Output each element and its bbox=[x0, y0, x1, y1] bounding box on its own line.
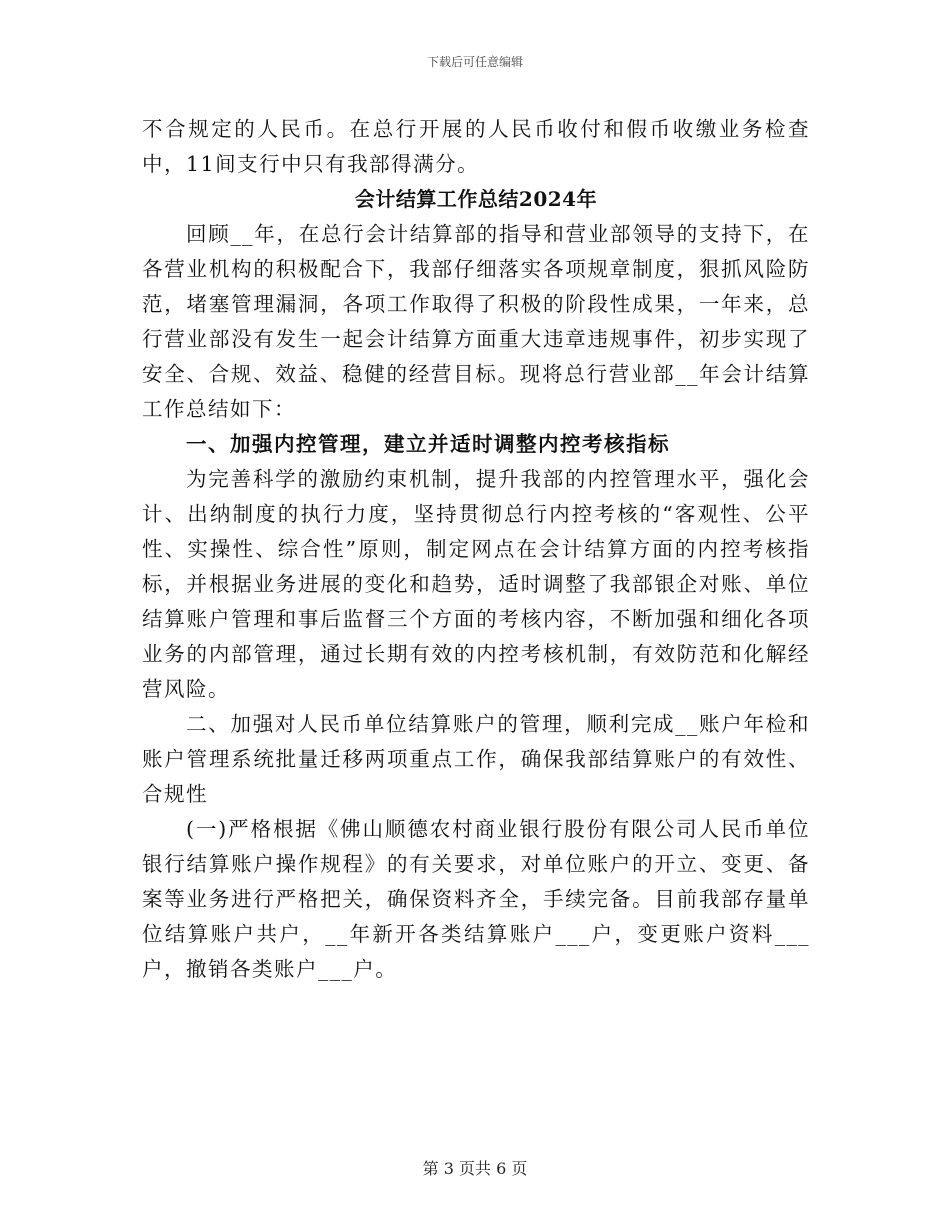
heading-1: 一、加强内控管理，建立并适时调整内控考核指标 bbox=[186, 432, 670, 456]
heading-2: 二、加强对人民币单位结算账户的管理，顺利完成__账户年检和账户管理系统批量迁移两项重点工作，确保我部结算账户的有效性、合规性 bbox=[142, 712, 810, 806]
paragraph-intro: 回顾__年，在总行会计结算部的指导和营业部领导的支持下，在各营业机构的积极配合下，我部仔细落实各项规章制度，狠抓风险防范，堵塞管理漏洞，各项工作取得了积极的阶段性成果，一年来，总行营业部没有发生一起会计结算方面重大违章违规事件，初步实现了安全、合规、效益、稳健的经营目标。现将总行营业部__年会计结算工作总结如下： bbox=[142, 222, 810, 421]
paragraph-internal-control: 为完善科学的激励约束机制，提升我部的内控管理水平，强化会计、出纳制度的执行力度，坚持贯彻总行内控考核的“客观性、公平性、实操性、综合性”原则，制定网点在会计结算方面的内控考核指标，并根据业务进展的变化和趋势，适时调整了我部银企对账、单位结算账户管理和事后监督三个方面的考核内容，不断加强和细化各项业务的内部管理，通过长期有效的内控考核机制，有效防范和化解经营风险。 bbox=[142, 467, 810, 701]
section-title: 会计结算工作总结2024年 bbox=[354, 187, 598, 211]
page-header: 下载后可任意编辑 bbox=[426, 55, 523, 69]
paragraph-continuation: 不合规定的人民币。在总行开展的人民币收付和假币收缴业务检查中，11间支行中只有我部得满分。 bbox=[142, 117, 810, 176]
paragraph-account-management: (一)严格根据《佛山顺德农村商业银行股份有限公司人民币单位银行结算账户操作规程》的有关要求，对单位账户的开立、变更、备案等业务进行严格把关，确保资料齐全，手续完备。目前我部存量单位结算账户共户，__年新开各类结算账户___户，变更账户资料___户，撤销各类账户___户。 bbox=[142, 817, 810, 981]
page-footer: 第 3 页共 6 页 bbox=[422, 1159, 528, 1178]
document-body bbox=[142, 112, 810, 987]
